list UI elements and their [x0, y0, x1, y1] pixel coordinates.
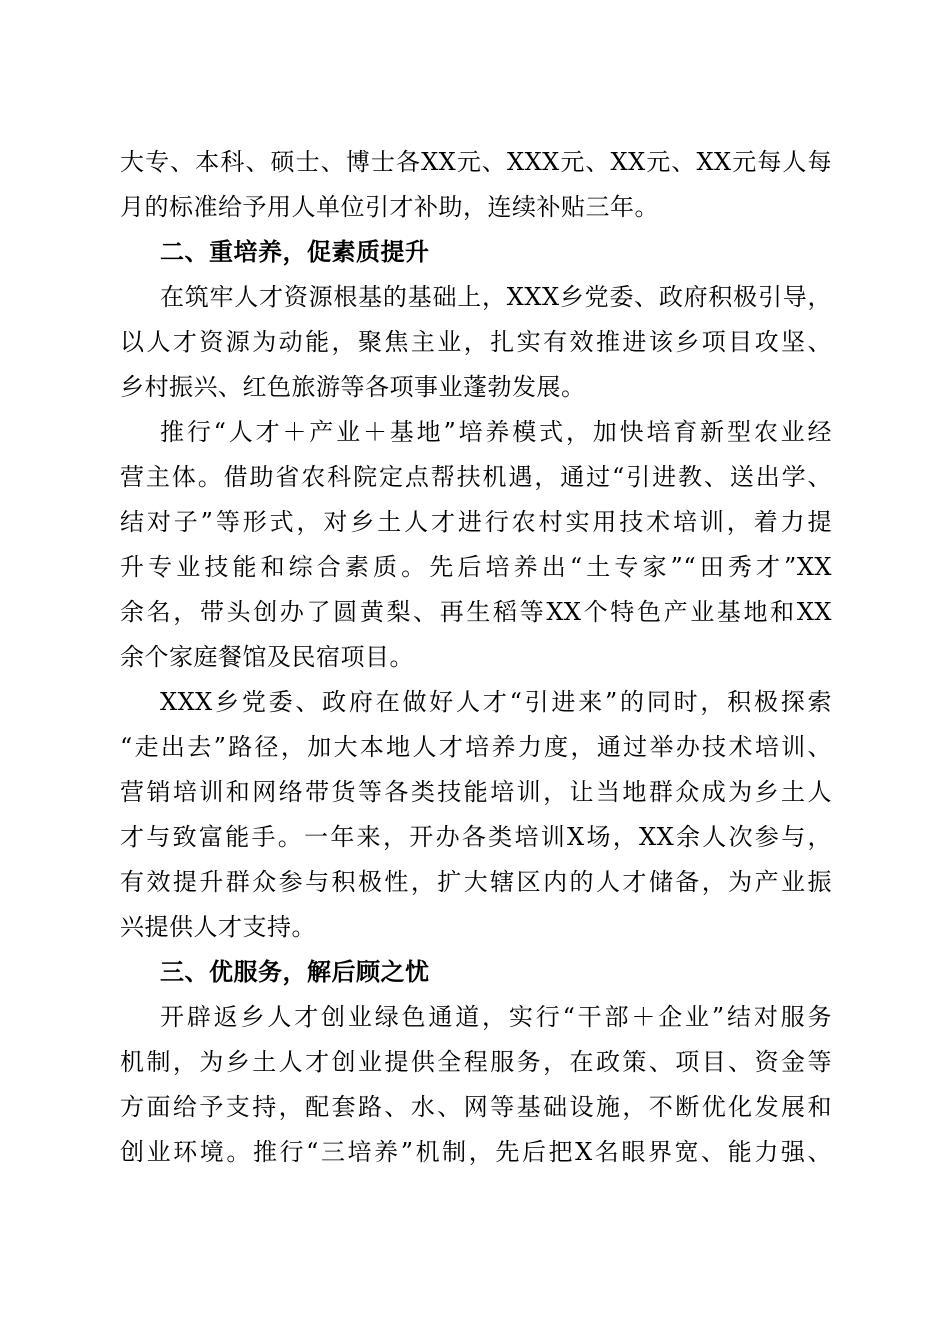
- text-line: “走出去”路径，加大本地人才培养力度，通过举办技术培训、: [120, 733, 832, 761]
- text-line: 推行“人才＋产业＋基地”培养模式，加快培育新型农业经: [160, 418, 832, 446]
- text-line: 余名，带头创办了圆黄梨、再生稻等XX个特色产业基地和XX: [120, 598, 832, 626]
- paragraph-training-model: [120, 410, 832, 680]
- section-heading-services: [120, 950, 832, 995]
- paragraph-green-channel: [120, 995, 832, 1175]
- text-line: 才与致富能手。一年来，开办各类培训X场，XX余人次参与，: [120, 823, 832, 851]
- text-line: 大专、本科、硕士、博士各XX元、XXX元、XX元、XX元每人每: [120, 148, 832, 176]
- paragraph-go-out-path: [120, 680, 832, 950]
- text-line: 有效提升群众参与积极性，扩大辖区内的人才储备，为产业振: [120, 868, 832, 896]
- text-line: 方面给予支持，配套路、水、网等基础设施，不断优化发展和: [120, 1093, 832, 1121]
- paragraph-talent-foundation: [120, 275, 832, 410]
- text-line: 乡村振兴、红色旅游等各项事业蓬勃发展。: [120, 373, 586, 401]
- heading-line: 三、优服务，解后顾之忧: [160, 958, 430, 986]
- text-line: 机制，为乡土人才创业提供全程服务，在政策、项目、资金等: [120, 1048, 832, 1076]
- text-line: 创业环境。推行“三培养”机制，先后把X名眼界宽、能力强、: [120, 1138, 832, 1166]
- text-line: 在筑牢人才资源根基的基础上，XXX乡党委、政府积极引导，: [160, 283, 832, 311]
- text-line: 兴提供人才支持。: [120, 913, 316, 941]
- document-body: [120, 140, 832, 1175]
- text-line: XXX乡党委、政府在做好人才“引进来”的同时，积极探索: [160, 688, 832, 716]
- text-line: 以人才资源为动能，聚焦主业，扎实有效推进该乡项目攻坚、: [120, 328, 832, 356]
- text-line: 开辟返乡人才创业绿色通道，实行“干部＋企业”结对服务: [160, 1003, 832, 1031]
- text-line: 升专业技能和综合素质。先后培养出“土专家”“田秀才”XX: [120, 553, 832, 581]
- text-line: 营主体。借助省农科院定点帮扶机遇，通过“引进教、送出学、: [120, 463, 832, 491]
- text-line: 营销培训和网络带货等各类技能培训，让当地群众成为乡土人: [120, 778, 832, 806]
- text-line: 结对子”等形式，对乡土人才进行农村实用技术培训，着力提: [120, 508, 832, 536]
- text-line: 月的标准给予用人单位引才补助，连续补贴三年。: [120, 193, 659, 221]
- heading-line: 二、重培养，促素质提升: [160, 238, 430, 266]
- text-line: 余个家庭餐馆及民宿项目。: [120, 643, 414, 671]
- paragraph-subsidy-continuation: [120, 140, 832, 230]
- section-heading-cultivation: [120, 230, 832, 275]
